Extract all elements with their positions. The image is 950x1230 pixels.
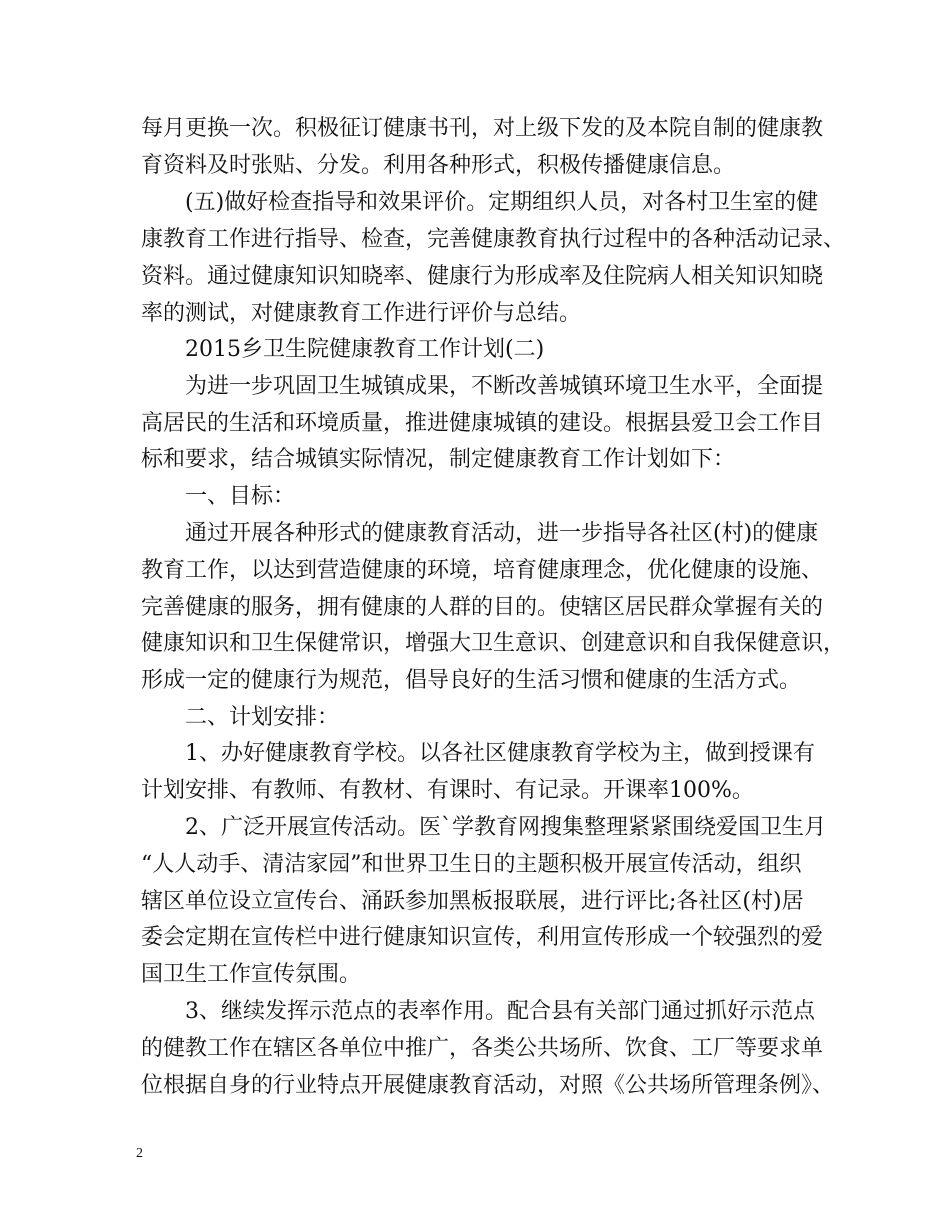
paragraph-line: 教育工作，以达到营造健康的环境，培育健康理念，优化健康的设施、 xyxy=(141,558,824,583)
page-number: 2 xyxy=(136,1146,143,1161)
paragraph-line: 完善健康的服务，拥有健康的人群的目的。使辖区居民群众掌握有关的 xyxy=(141,595,824,620)
paragraph-line: 率的测试，对健康教育工作进行评价与总结。 xyxy=(141,301,582,326)
section-heading: 一、目标： xyxy=(185,484,296,509)
paragraph-line: (五)做好检查指导和效果评价。定期组织人员，对各村卫生室的健 xyxy=(185,190,819,215)
paragraph-line: 康教育工作进行指导、检查，完善健康教育执行过程中的各种活动记录、 xyxy=(141,227,846,252)
paragraph-line: 为进一步巩固卫生城镇成果，不断改善城镇环境卫生水平，全面提 xyxy=(185,374,824,399)
paragraph-line: 位根据自身的行业特点开展健康教育活动，对照《公共场所管理条例》、 xyxy=(141,1073,835,1098)
paragraph-line: 1、办好健康教育学校。以各社区健康教育学校为主，做到授课有 xyxy=(185,741,815,766)
paragraph-line: 资料。通过健康知识知晓率、健康行为形成率及住院病人相关知识知晓 xyxy=(141,264,824,289)
paragraph-line: 形成一定的健康行为规范，倡导良好的生活习惯和健康的生活方式。 xyxy=(141,668,802,693)
paragraph-line: 每月更换一次。积极征订健康书刊，对上级下发的及本院自制的健康教 xyxy=(141,116,824,141)
paragraph-line: 辖区单位设立宣传台、涌跃参加黑板报联展，进行评比;各社区(村)居 xyxy=(141,889,804,914)
paragraph-line: 2、广泛开展宣传活动。医`学教育网搜集整理紧紧围绕爱国卫生月 xyxy=(185,815,826,840)
paragraph-line: 计划安排、有教师、有教材、有课时、有记录。开课率100%。 xyxy=(141,778,754,803)
paragraph-line: “人人动手、清洁家园”和世界卫生日的主题积极开展宣传活动，组织 xyxy=(141,852,802,877)
paragraph-line: 健康知识和卫生保健常识，增强大卫生意识、创建意识和自我保健意识， xyxy=(141,631,846,656)
paragraph-line: 的健教工作在辖区各单位中推广，各类公共场所、饮食、工厂等要求单 xyxy=(141,1036,824,1061)
section-title: 2015乡卫生院健康教育工作计划(二) xyxy=(185,337,545,362)
paragraph-line: 高居民的生活和环境质量，推进健康城镇的建设。根据县爱卫会工作目 xyxy=(141,411,824,436)
paragraph-line: 育资料及时张贴、分发。利用各种形式，积极传播健康信息。 xyxy=(141,153,736,178)
paragraph-line: 标和要求，结合城镇实际情况，制定健康教育工作计划如下： xyxy=(141,447,736,472)
paragraph-line: 委会定期在宣传栏中进行健康知识宣传，利用宣传形成一个较强烈的爱 xyxy=(141,925,824,950)
section-heading: 二、计划安排： xyxy=(185,705,340,730)
paragraph-line: 3、继续发挥示范点的表率作用。配合县有关部门通过抓好示范点 xyxy=(185,999,815,1024)
paragraph-line: 通过开展各种形式的健康教育活动，进一步指导各社区(村)的健康 xyxy=(185,521,819,546)
paragraph-line: 国卫生工作宣传氛围。 xyxy=(141,962,362,987)
